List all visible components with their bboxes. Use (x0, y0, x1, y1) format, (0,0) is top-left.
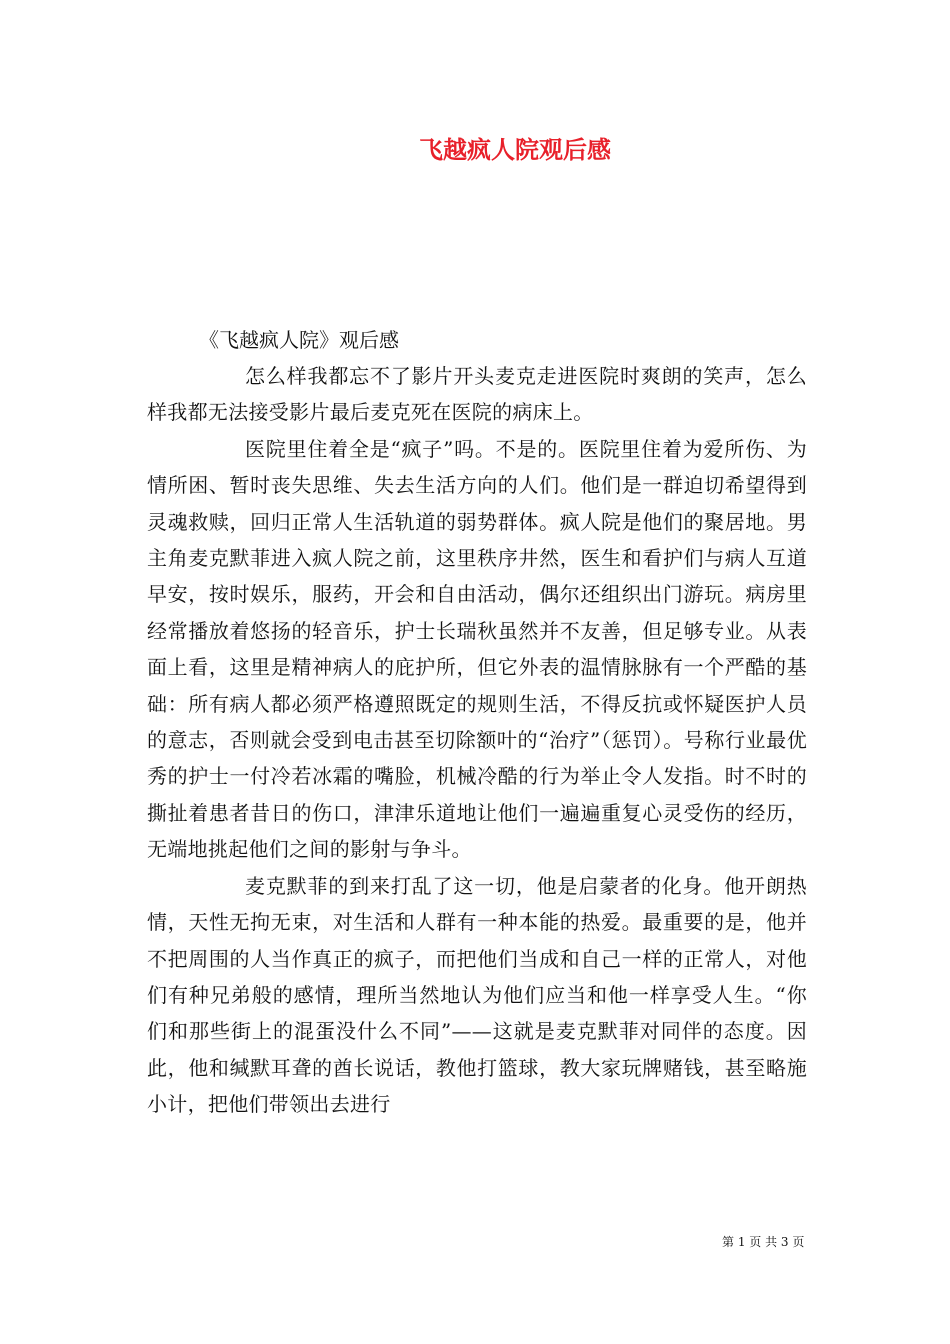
paragraph: 麦克默菲的到来打乱了这一切，他是启蒙者的化身。他开朗热情，天性无拘无束，对生活和人群有一种本能的热爱。最重要的是，他并不把周围的人当作真正的疯子，而把他们当成和自己一样的正常人，对他们有种兄弟般的感情，理所当然地认为他们应当和他一样享受人生。“你们和那些街上的混蛋没什么不同”——这就是麦克默菲对同伴的态度。因此，他和缄默耳聋的酋长说话，教他打篮球，教大家玩牌赌钱，甚至略施小计，把他们带领出去进行 (147, 873, 807, 1117)
page-title: 飞越疯人院观后感 (419, 135, 611, 164)
page-number-footer: 第 1 页 共 3 页 (722, 1235, 805, 1249)
paragraph: 怎么样我都忘不了影片开头麦克走进医院时爽朗的笑声，怎么样我都无法接受影片最后麦克死在医院的病床上。 (147, 364, 807, 425)
paragraph: 医院里住着全是“疯子”吗。不是的。医院里住着为爱所伤、为情所困、暂时丧失思维、失去生活方向的人们。他们是一群迫切希望得到灵魂救赎，回归正常人生活轨道的弱势群体。疯人院是他们的聚居地。男主角麦克默菲进入疯人院之前，这里秩序井然，医生和看护们与病人互道早安，按时娱乐，服药，开会和自由活动，偶尔还组织出门游玩。病房里经常播放着悠扬的轻音乐，护士长瑞秋虽然并不友善，但足够专业。从表面上看，这里是精神病人的庇护所，但它外表的温情脉脉有一个严酷的基础：所有病人都必须严格遵照既定的规则生活，不得反抗或怀疑医护人员的意志，否则就会受到电击甚至切除额叶的“治疗”（惩罚）。号称行业最优秀的护士一付冷若冰霜的嘴脸，机械冷酷的行为举止令人发指。时不时的撕扯着患者昔日的伤口，津津乐道地让他们一遍遍重复心灵受伤的经历，无端地挑起他们之间的影射与争斗。 (147, 436, 807, 862)
article-body (147, 322, 807, 1123)
article-subtitle: 《飞越疯人院》观后感 (199, 328, 399, 352)
